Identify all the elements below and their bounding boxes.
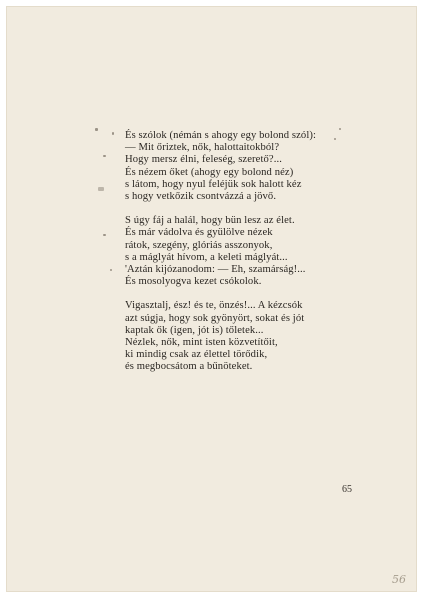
book-page <box>7 7 416 591</box>
poem-line: 'Aztán kijózanodom: — Eh, szamárság!... <box>125 264 306 276</box>
poem-line: — Mit őriztek, nők, halottaitokból? <box>125 142 280 154</box>
poem-line: S úgy fáj a halál, hogy bün lesz az élet. <box>125 215 295 227</box>
stanza-2 <box>125 215 357 288</box>
poem-line: azt súgja, hogy sok gyönyört, sokat és jót <box>125 312 305 324</box>
stanza-3 <box>125 300 357 373</box>
page-number: 65 <box>342 484 352 495</box>
poem-line: ki mindig csak az élettel törődik, <box>125 349 268 361</box>
poem-line: s látom, hogy nyul feléjük sok halott kéz <box>125 178 302 190</box>
poem-line: Vigasztalj, ész! és te, önzés!... A kézcsók <box>125 300 303 312</box>
poem-line: kaptak ők (igen, jót is) tőletek... <box>125 324 264 336</box>
print-speck <box>110 269 112 271</box>
poem-line: rátok, szegény, glóriás asszonyok, <box>125 239 273 251</box>
poem-line: És már vádolva és gyülölve nézek <box>125 227 273 239</box>
poem-line: s a máglyát hívom, a keleti máglyát... <box>125 251 288 263</box>
poem-line: Nézlek, nők, mint isten közvetítőit, <box>125 337 278 349</box>
poem-line: s hogy vetkőzik csontvázzá a jövő. <box>125 191 277 203</box>
print-speck <box>112 132 114 135</box>
print-speck <box>95 128 98 131</box>
print-speck <box>339 128 341 130</box>
poem <box>125 130 357 386</box>
print-speck <box>103 155 106 157</box>
print-speck <box>334 138 336 140</box>
poem-line: És mosolyogva kezet csókolok. <box>125 276 262 288</box>
stanza-1 <box>125 130 357 203</box>
print-speck <box>103 234 106 236</box>
poem-line: És szólok (némán s ahogy egy bolond szól): <box>125 130 317 141</box>
poem-line: És nézem őket (ahogy egy bolond néz) <box>125 166 294 178</box>
poem-line: és megbocsátom a bűnöteket. <box>125 361 253 373</box>
poem-line: Hogy mersz élni, feleség, szerető?... <box>125 154 282 166</box>
handwritten-page-mark: 56 <box>392 573 406 586</box>
print-speck <box>98 187 104 191</box>
